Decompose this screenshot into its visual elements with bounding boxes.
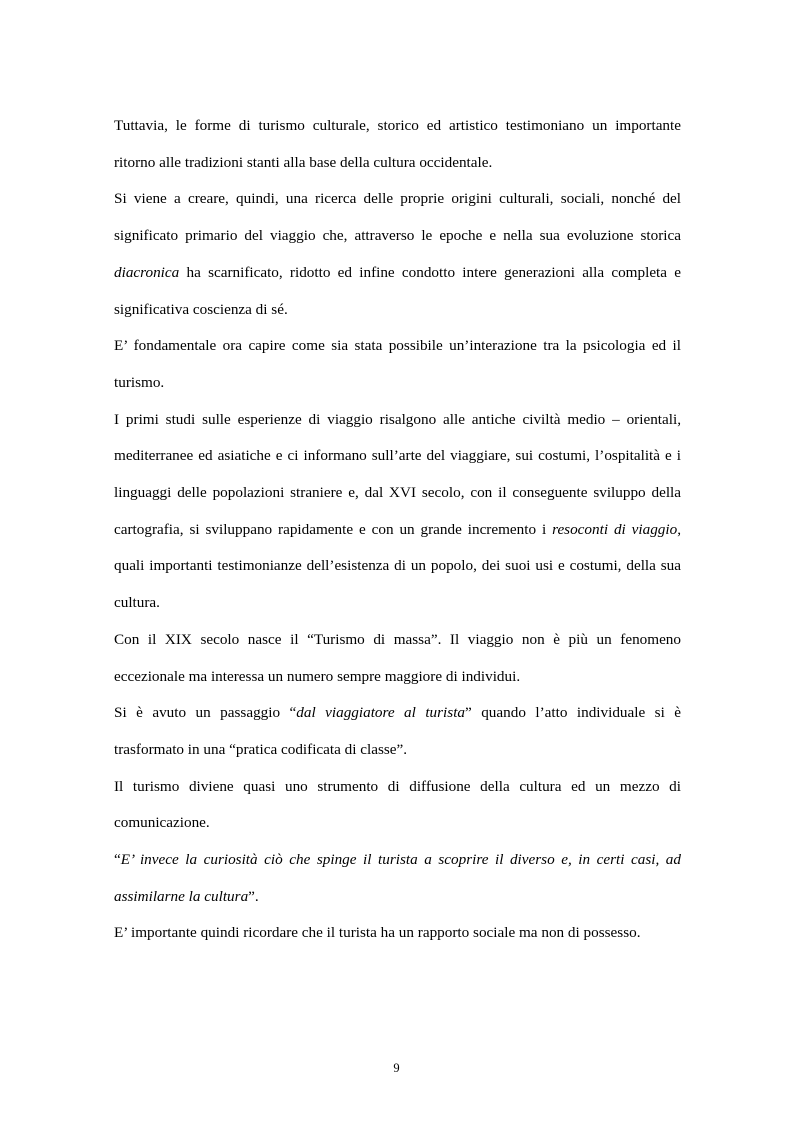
- text-run: ” quando l’atto individuale si è trasformato in una “pratica codificata di classe”.: [114, 704, 682, 758]
- italic-quote: E’ invece la curiosità ciò che spinge il turista a scoprire il diverso e, in certi casi, ad assimilarne la cultura: [114, 851, 681, 905]
- paragraph: Con il XIX secolo nasce il “Turismo di massa”. Il viaggio non è più un fenomeno eccezionale ma interessa un numero sempre maggiore di individui.: [114, 630, 681, 685]
- paragraph: [114, 181, 681, 328]
- italic-term: dal viaggiatore al turista: [296, 704, 466, 722]
- italic-term: resoconti di viaggio: [552, 520, 678, 538]
- text-run: Si viene a creare, quindi, una ricerca delle proprie origini culturali, sociali, nonché del significato primario del viaggio che, attraverso le epoche e nella sua evoluzione storica: [114, 190, 681, 245]
- text-run: I primi studi sulle esperienze di viaggio risalgono alle antiche civiltà medio – orientali, mediterranee ed asiatiche e ci informano sull’arte del viaggiare, sui costumi, l’ospitalità e i linguaggi delle popolazioni straniere e, dal XVI secolo, con il conseguente sviluppo della cartografia, si sviluppano rapidamente e con un grande incremento i: [114, 410, 681, 538]
- page-number: 9: [393, 1061, 400, 1075]
- text-run: Si è avuto un passaggio “: [114, 704, 297, 722]
- paragraph: E’ fondamentale ora capire come sia stata possibile un’interazione tra la psicologia ed il turismo.: [114, 337, 681, 391]
- text-run: , quali importanti testimonianze dell’esistenza di un popolo, dei suoi usi e costumi, della sua cultura.: [114, 520, 682, 612]
- text-run: ”.: [248, 887, 259, 905]
- paragraph: Il turismo diviene quasi uno strumento di diffusione della cultura ed un mezzo di comunicazione.: [114, 777, 681, 832]
- body-text: [114, 108, 681, 952]
- paragraph: [114, 402, 681, 622]
- paragraph: [114, 695, 681, 768]
- paragraph: Tuttavia, le forme di turismo culturale, storico ed artistico testimoniano un importante ritorno alle tradizioni stanti alla base della cultura occidentale.: [114, 117, 681, 171]
- paragraph: E’ importante quindi ricordare che il turista ha un rapporto sociale ma non di possesso.: [114, 924, 641, 942]
- italic-term: diacronica: [114, 263, 180, 281]
- text-run: “: [114, 851, 121, 869]
- text-run: ha scarnificato, ridotto ed infine condotto intere generazioni alla completa e significativa coscienza di sé.: [114, 263, 681, 318]
- quote-paragraph: [114, 842, 681, 915]
